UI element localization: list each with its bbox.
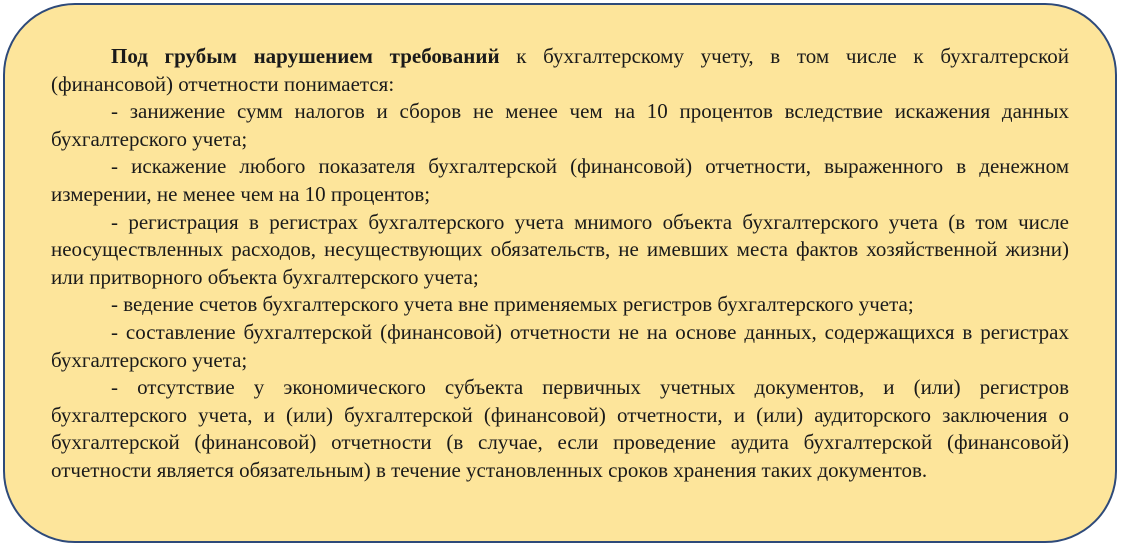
lead-paragraph — [51, 43, 1069, 98]
list-item: - искажение любого показателя бухгалтерской (финансовой) отчетности, выраженного в денежном измерении, не менее чем на 10 процентов; — [51, 154, 1069, 206]
list-item: - регистрация в регистрах бухгалтерского учета мнимого объекта бухгалтерского учета (в том числе неосуществленных расходов, несуществующих обязательств, не имевших места фактов хозяйственной жизни) или притворного объекта бухгалтерского учета; — [51, 209, 1069, 289]
definition-card — [3, 3, 1117, 543]
lead-text: к бухгалтерскому учету, в том числе к бухгалтерской (финансовой) отчетности понимается: — [51, 44, 1069, 96]
definition-text — [51, 43, 1069, 485]
lead-bold-term: Под грубым нарушением требований — [111, 44, 500, 68]
list-item: - ведение счетов бухгалтерского учета вне применяемых регистров бухгалтерского учета; — [111, 292, 914, 317]
list-item: - составление бухгалтерской (финансовой) отчетности не на основе данных, содержащихся в регистрах бухгалтерского учета; — [51, 319, 1069, 372]
list-item: - отсутствие у экономического субъекта первичных учетных документов, и (или) регистров бухгалтерского учета, и (или) бухгалтерской (финансовой) отчетности, и (или) аудиторского заключения о бухгалтерской (финансовой) отчетности (в случае, если проведение аудита бухгалтерской (финансовой) отчетности является обязательным) в течение установленных сроков хранения таких документов. — [51, 375, 1069, 482]
list-item: - занижение сумм налогов и сборов не менее чем на 10 процентов вследствие искажения данных бухгалтерского учета; — [51, 99, 1069, 151]
